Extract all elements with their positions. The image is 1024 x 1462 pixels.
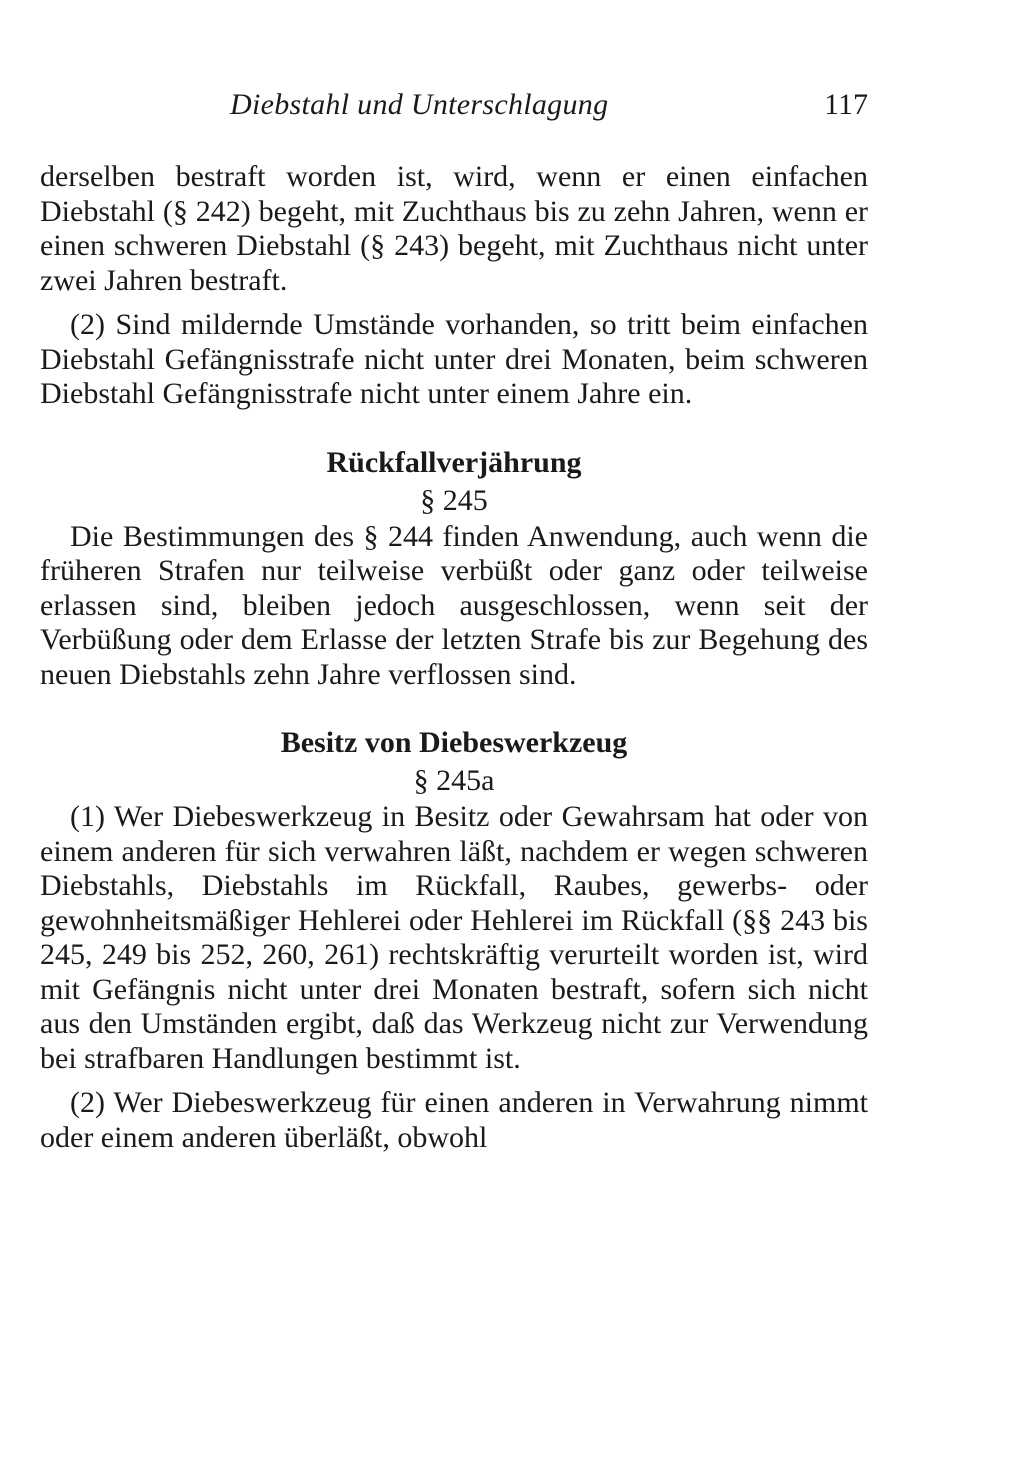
body-text	[40, 160, 868, 1155]
section-heading-besitz-von-diebeswerkzeug: Besitz von Diebeswerkzeug	[280, 726, 628, 759]
section-number-245a: § 245a	[413, 764, 495, 797]
paragraph-section-245a-2: (2) Wer Diebeswerkzeug für einen anderen in Verwahrung nimmt oder einem anderen überläßt, obwohl	[40, 1086, 868, 1154]
page-number: 117	[824, 88, 868, 121]
running-title: Diebstahl und Unterschlagung	[230, 88, 609, 121]
section-number-245: § 245	[420, 483, 488, 517]
paragraph-subsection-2: (2) Sind mildernde Umstände vorhanden, so tritt beim einfachen Diebstahl Gefängnisstrafe nicht unter drei Monaten, beim schweren Diebstahl Gefängnisstrafe nicht unter einem Jahre ein.	[40, 308, 868, 410]
paragraph-section-245: Die Bestimmungen des § 244 finden Anwendung, auch wenn die früheren Strafen nur teilweise verbüßt oder ganz oder teilweise erlassen sind, bleiben jedoch ausgeschlossen, wenn seit der Verbüßung oder dem Erlasse der letzten Strafe bis zur Begehung des neuen Diebstahls zehn Jahre verflossen sind.	[40, 519, 868, 691]
paragraph-section-245a-1: (1) Wer Diebeswerkzeug in Besitz oder Gewahrsam hat oder von einem anderen für sich verwahren läßt, nachdem er wegen schweren Diebstahls, Diebstahls im Rückfall, Raubes, gewerbs- oder gewohnheitsmäßiger Hehlerei oder Hehlerei im Rückfall (§§ 243 bis 245, 249 bis 252, 260, 261) rechtskräftig verurteilt worden ist, wird mit Gefängnis nicht unter drei Monaten bestraft, sofern sich nicht aus den Umständen ergibt, daß das Werkzeug nicht zur Verwendung bei strafbaren Handlungen bestimmt ist.	[40, 800, 868, 1075]
section-heading-rueckfallverjaehrung: Rückfallverjährung	[326, 445, 582, 479]
paragraph-continuation: derselben bestraft worden ist, wird, wenn er einen einfachen Diebstahl (§ 242) begeht, mit Zuchthaus bis zu zehn Jahren, wenn er einen schweren Diebstahl (§ 243) begeht, mit Zuchthaus nicht unter zwei Jahren bestraft.	[40, 160, 868, 297]
running-header	[40, 88, 868, 132]
